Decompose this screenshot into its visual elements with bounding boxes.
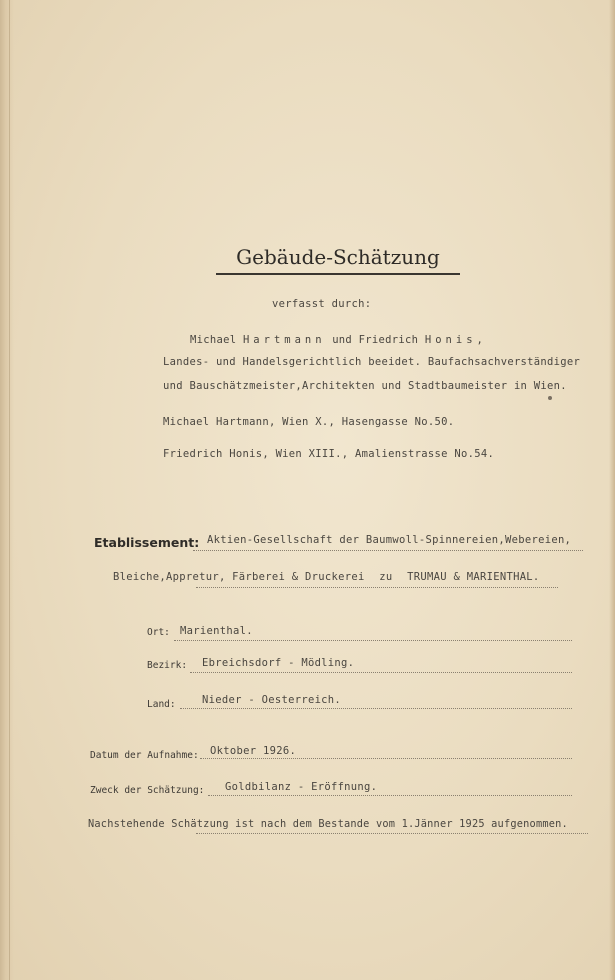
establishment-line-2 bbox=[113, 571, 540, 583]
page-binding-line bbox=[9, 0, 10, 980]
closing-dotted-line bbox=[196, 833, 588, 834]
authors-line-2: Landes- und Handelsgerichtlich beeidet. Baufachsachverständiger bbox=[163, 356, 581, 368]
author1-first-name: Michael bbox=[190, 334, 237, 346]
ort-value: Marienthal. bbox=[180, 625, 253, 637]
datum-value: Oktober 1926. bbox=[210, 745, 297, 757]
authors-line-3: und Bauschätzmeister,Architekten und Stadtbaumeister in Wien. bbox=[163, 380, 567, 392]
page-left-edge bbox=[0, 0, 14, 980]
land-dotted-line bbox=[180, 708, 572, 709]
bezirk-value: Ebreichsdorf - Mödling. bbox=[202, 657, 355, 669]
authors-line-1 bbox=[190, 334, 483, 346]
authored-by-label: verfasst durch: bbox=[272, 298, 372, 310]
establishment-dotted-line-2 bbox=[196, 587, 558, 588]
author1-last-name: Hartmann bbox=[242, 334, 326, 346]
title-underline bbox=[216, 273, 460, 275]
establishment-dotted-line-1 bbox=[193, 550, 583, 551]
zweck-label: Zweck der Schätzung: bbox=[90, 785, 205, 796]
establishment-zu: zu bbox=[379, 571, 393, 583]
bezirk-dotted-line bbox=[190, 672, 572, 673]
establishment-label: Etablissement: bbox=[94, 535, 200, 550]
address-hartmann: Michael Hartmann, Wien X., Hasengasse No.50. bbox=[163, 416, 455, 428]
bezirk-label: Bezirk: bbox=[147, 660, 188, 671]
establishment-line-1: Aktien-Gesellschaft der Baumwoll-Spinnereien,Webereien, bbox=[207, 534, 572, 546]
ort-label: Ort: bbox=[147, 627, 170, 638]
document-title: Gebäude-Schätzung bbox=[236, 245, 440, 269]
land-value: Nieder - Oesterreich. bbox=[202, 694, 342, 706]
datum-dotted-line bbox=[200, 758, 572, 759]
zweck-value: Goldbilanz - Eröffnung. bbox=[225, 781, 378, 793]
closing-statement: Nachstehende Schätzung ist nach dem Bestande vom 1.Jänner 1925 aufgenommen. bbox=[88, 818, 568, 830]
land-label: Land: bbox=[147, 699, 176, 710]
authors-connector: und Friedrich bbox=[332, 334, 419, 346]
ort-dotted-line bbox=[174, 640, 572, 641]
establishment-line-2-text: Bleiche,Appretur, Färberei & Druckerei bbox=[113, 571, 365, 583]
zweck-dotted-line bbox=[208, 795, 572, 796]
author2-last-name: Honis bbox=[424, 334, 477, 346]
page-right-edge bbox=[609, 0, 615, 980]
paper-speck bbox=[548, 396, 552, 400]
address-honis: Friedrich Honis, Wien XIII., Amalienstrasse No.54. bbox=[163, 448, 495, 460]
datum-label: Datum der Aufnahme: bbox=[90, 750, 199, 761]
authors-line-1-comma: , bbox=[476, 334, 484, 346]
establishment-places: TRUMAU & MARIENTHAL. bbox=[407, 571, 540, 583]
